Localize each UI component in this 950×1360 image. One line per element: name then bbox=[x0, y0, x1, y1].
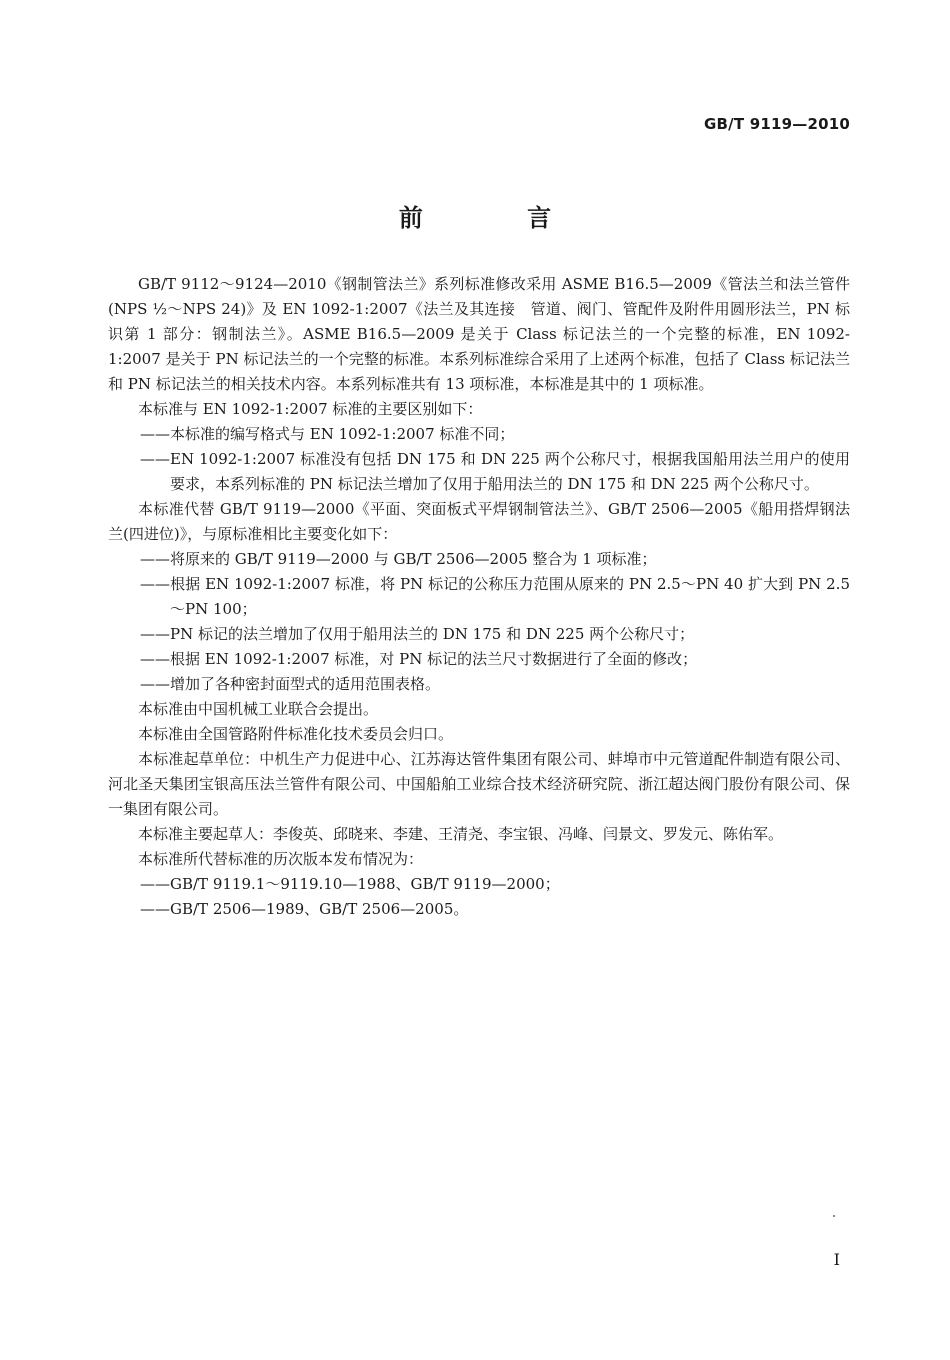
change-item: ——增加了各种密封面型式的适用范围表格。 bbox=[140, 675, 441, 693]
paragraph-drafters: 本标准主要起草人：李俊英、邱晓来、李建、王清尧、李宝银、冯峰、闫景文、罗发元、陈佑军。 bbox=[138, 825, 784, 843]
page-title: 前 言 bbox=[398, 204, 600, 232]
paragraph-proposer: 本标准由中国机械工业联合会提出。 bbox=[138, 700, 379, 718]
change-item: ——将原来的 GB/T 9119—2000 与 GB/T 2506—2005 整合为 1 项标准； bbox=[140, 550, 657, 568]
history-item: ——GB/T 9119.1～9119.10—1988、GB/T 9119—2000； bbox=[140, 875, 560, 893]
history-item: ——GB/T 2506—1989、GB/T 2506—2005。 bbox=[140, 900, 469, 918]
foreword-body bbox=[108, 272, 850, 922]
paragraph-drafting-units: 本标准起草单位：中机生产力促进中心、江苏海达管件集团有限公司、蚌埠市中元管道配件制造有限公司、河北圣天集团宝银高压法兰管件有限公司、中国船舶工业综合技术经济研究院、浙江超达阀门股份有限公司、保一集团有限公司。 bbox=[108, 750, 850, 818]
change-item: ——根据 EN 1092-1:2007 标准，对 PN 标记的法兰尺寸数据进行了全面的修改； bbox=[140, 650, 698, 668]
paragraph-history-heading: 本标准所代替标准的历次版本发布情况为： bbox=[138, 850, 424, 868]
standard-code: GB/T 9119—2010 bbox=[704, 115, 850, 133]
page-number: I bbox=[833, 1250, 840, 1269]
paragraph-intro: GB/T 9112～9124—2010《钢制管法兰》系列标准修改采用 ASME B16.5—2009《管法兰和法兰管件(NPS ½～NPS 24)》及 EN 1092-1:2007《法兰及其连接 管道、阀门、管配件及附件用圆形法兰，PN 标识第 1 部分：钢制法兰》。ASME B16.5—2009 是关于 Class 标记法兰的一个完整的标准，EN 1092-1:2007 是关于 PN 标记法兰的一个完整的标准。本系列标准综合采用了上述两个标准，包括了 Class 标记法兰和 PN 标记法兰的相关技术内容。本系列标准共有 13 项标准，本标准是其中的 1 项标准。 bbox=[108, 275, 850, 393]
paragraph-committee: 本标准由全国管路附件标准化技术委员会归口。 bbox=[138, 725, 454, 743]
paragraph-differences-heading: 本标准与 EN 1092-1:2007 标准的主要区别如下： bbox=[138, 400, 483, 418]
change-item: ——根据 EN 1092-1:2007 标准，将 PN 标记的公称压力范围从原来的 PN 2.5～PN 40 扩大到 PN 2.5～PN 100； bbox=[140, 575, 850, 618]
scan-speck bbox=[833, 1215, 835, 1217]
difference-item: ——本标准的编写格式与 EN 1092-1:2007 标准不同； bbox=[140, 425, 515, 443]
change-item: ——PN 标记的法兰增加了仅用于船用法兰的 DN 175 和 DN 225 两个公称尺寸； bbox=[140, 625, 695, 643]
difference-item: ——EN 1092-1:2007 标准没有包括 DN 175 和 DN 225 两个公称尺寸，根据我国船用法兰用户的使用要求，本系列标准的 PN 标记法兰增加了仅用于船用法兰的 DN 175 和 DN 225 两个公称尺寸。 bbox=[140, 450, 850, 493]
paragraph-replacement: 本标准代替 GB/T 9119—2000《平面、突面板式平焊钢制管法兰》、GB/T 2506—2005《船用搭焊钢法兰(四进位)》，与原标准相比主要变化如下： bbox=[108, 500, 850, 543]
